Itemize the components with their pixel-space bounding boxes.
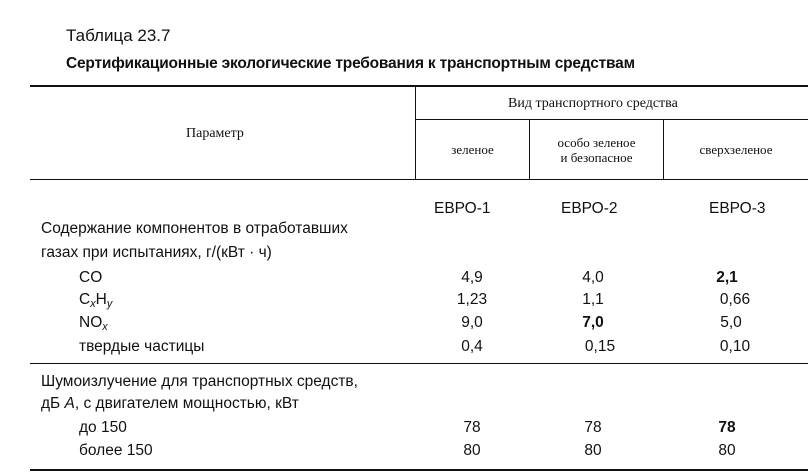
row-label-particulates: твердые частицы [79,338,205,355]
value-particulates-euro1: 0,4 [461,338,483,355]
column-header-extra-green: особо зеленое и безопасное [557,135,636,165]
column-header-super-green: сверхзеленое [699,142,773,157]
value-nox-euro2: 7,0 [582,314,604,331]
value-noise-high-euro3: 80 [718,442,736,459]
value-nox-euro1: 9,0 [461,314,483,331]
table-title: Сертификационные экологические требования к транспортным средствам [66,55,635,72]
value-cxhy-euro3: 0,66 [719,291,751,308]
value-co-euro2: 4,0 [582,269,604,286]
section-divider-rule [30,363,808,364]
row-label-co: CO [79,269,103,286]
vehicle-type-header: Вид транспортного средства [508,96,678,111]
value-cxhy-euro1: 1,23 [456,291,488,308]
row-label-cxhy: $C_xH_y$ [79,291,113,310]
value-noise-low-euro2: 78 [584,419,602,436]
value-noise-high-euro2: 80 [584,442,602,459]
value-co-euro1: 4,9 [461,269,483,286]
column-header-green: зеленое [451,142,494,157]
param-header: Параметр [186,126,244,141]
value-noise-low-euro3: 78 [718,419,736,436]
table-number: Таблица 23.7 [66,26,171,45]
header-bottom-rule [30,179,808,180]
row-label-up-to-150: до 150 [79,419,127,436]
emissions-heading-line2: газах при испытаниях, г/(кВт · ч) [41,244,272,261]
noise-heading-line2: дБ A, с двигателем мощностью, кВт [41,395,299,412]
table-bottom-rule [30,469,808,471]
value-particulates-euro3: 0,10 [719,338,751,355]
header-top-rule [30,85,808,87]
value-nox-euro3: 5,0 [720,314,742,331]
header-mid-rule [415,119,808,120]
value-co-euro3: 2,1 [716,269,738,286]
header-divider-1 [415,86,416,179]
emissions-heading-line1: Содержание компонентов в отработавших [41,220,348,237]
value-cxhy-euro2: 1,1 [582,291,604,308]
value-particulates-euro2: 0,15 [584,338,616,355]
value-noise-high-euro1: 80 [463,442,481,459]
row-label-over-150: более 150 [79,442,153,459]
row-label-nox: $NO_x$ [79,314,108,333]
noise-heading-line1: Шумоизлучение для транспортных средств, [41,373,358,390]
value-noise-low-euro1: 78 [463,419,481,436]
euro-label-1: ЕВРО-1 [434,200,491,217]
euro-label-3: ЕВРО-3 [709,200,766,217]
euro-label-2: ЕВРО-2 [561,200,618,217]
